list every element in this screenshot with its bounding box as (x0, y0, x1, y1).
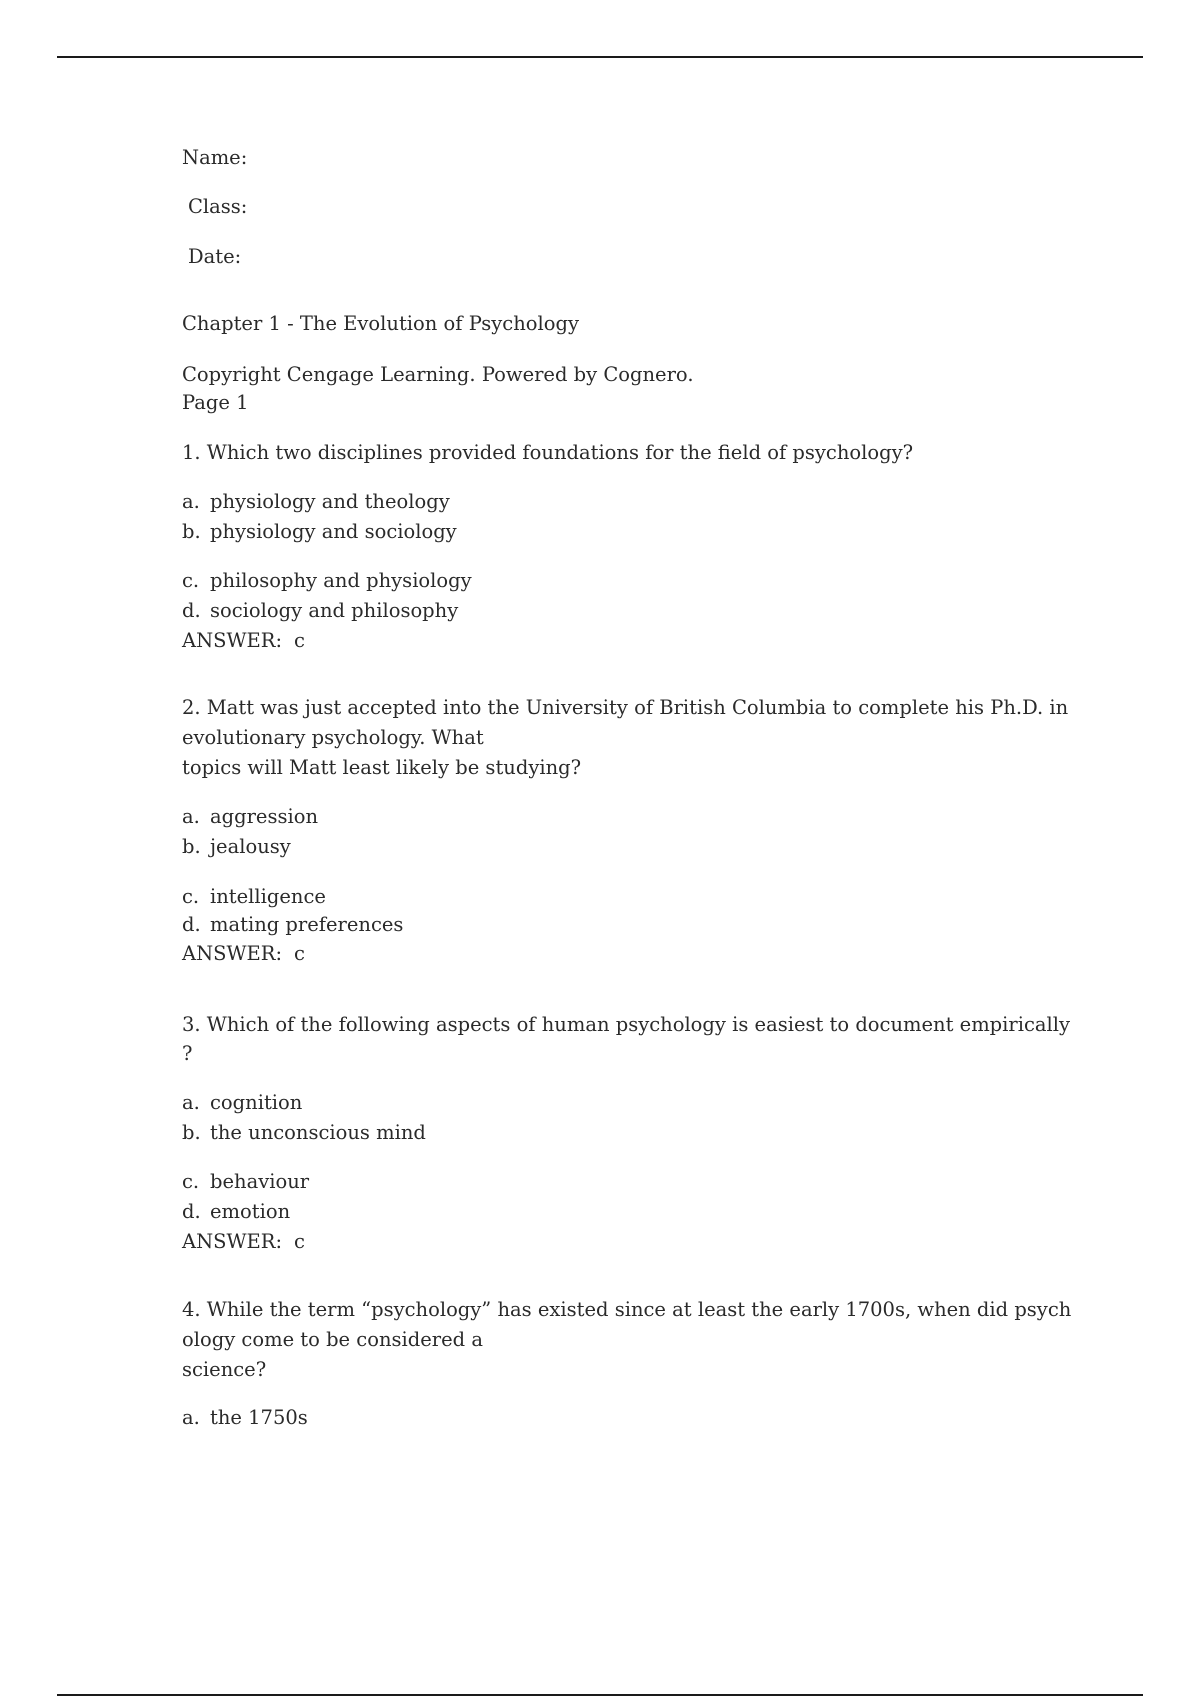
question-3-text-line-1: 3. Which of the following aspects of human psychology is easiest to document empirically (182, 1013, 1070, 1036)
bottom-rule (57, 1694, 1143, 1696)
question-3-text-line-2: ? (182, 1042, 193, 1065)
question-4-option-a: a. the 1750s (182, 1406, 308, 1429)
question-4-text-line-1: 4. While the term “psychology” has existed since at least the early 1700s, when did psych (182, 1298, 1072, 1321)
question-3-option-d: d. emotion (182, 1200, 291, 1223)
question-2-option-d: d. mating preferences (182, 913, 404, 936)
top-rule (57, 56, 1143, 58)
question-2-answer: ANSWER: c (182, 942, 305, 965)
question-2-text-line-3: topics will Matt least likely be studying? (182, 756, 582, 779)
chapter-title: Chapter 1 - The Evolution of Psychology (182, 312, 580, 335)
question-3-option-a: a. cognition (182, 1091, 303, 1114)
date-label: Date: (188, 245, 242, 268)
question-4-text-line-3: science? (182, 1358, 267, 1381)
question-1-answer: ANSWER: c (182, 629, 305, 652)
question-1-option-a: a. physiology and theology (182, 490, 450, 513)
question-2-text-line-2: evolutionary psychology. What (182, 726, 484, 749)
question-4-text-line-2: ology come to be considered a (182, 1328, 483, 1351)
question-3-option-b: b. the unconscious mind (182, 1121, 426, 1144)
question-1-option-d: d. sociology and philosophy (182, 599, 459, 622)
question-2-option-a: a. aggression (182, 805, 319, 828)
question-2-text-line-1: 2. Matt was just accepted into the University of British Columbia to complete his Ph.D. in (182, 696, 1069, 719)
question-3-answer: ANSWER: c (182, 1230, 305, 1253)
question-1-option-b: b. physiology and sociology (182, 520, 457, 543)
name-label: Name: (182, 146, 248, 169)
question-2-option-b: b. jealousy (182, 835, 291, 858)
page-number: Page 1 (182, 391, 249, 414)
question-3-option-c: c. behaviour (182, 1170, 310, 1193)
copyright-notice: Copyright Cengage Learning. Powered by Cognero. (182, 363, 694, 386)
class-label: Class: (188, 195, 248, 218)
question-1-text: 1. Which two disciplines provided foundations for the field of psychology? (182, 441, 914, 464)
question-1-option-c: c. philosophy and physiology (182, 569, 472, 592)
question-2-option-c: c. intelligence (182, 885, 326, 908)
